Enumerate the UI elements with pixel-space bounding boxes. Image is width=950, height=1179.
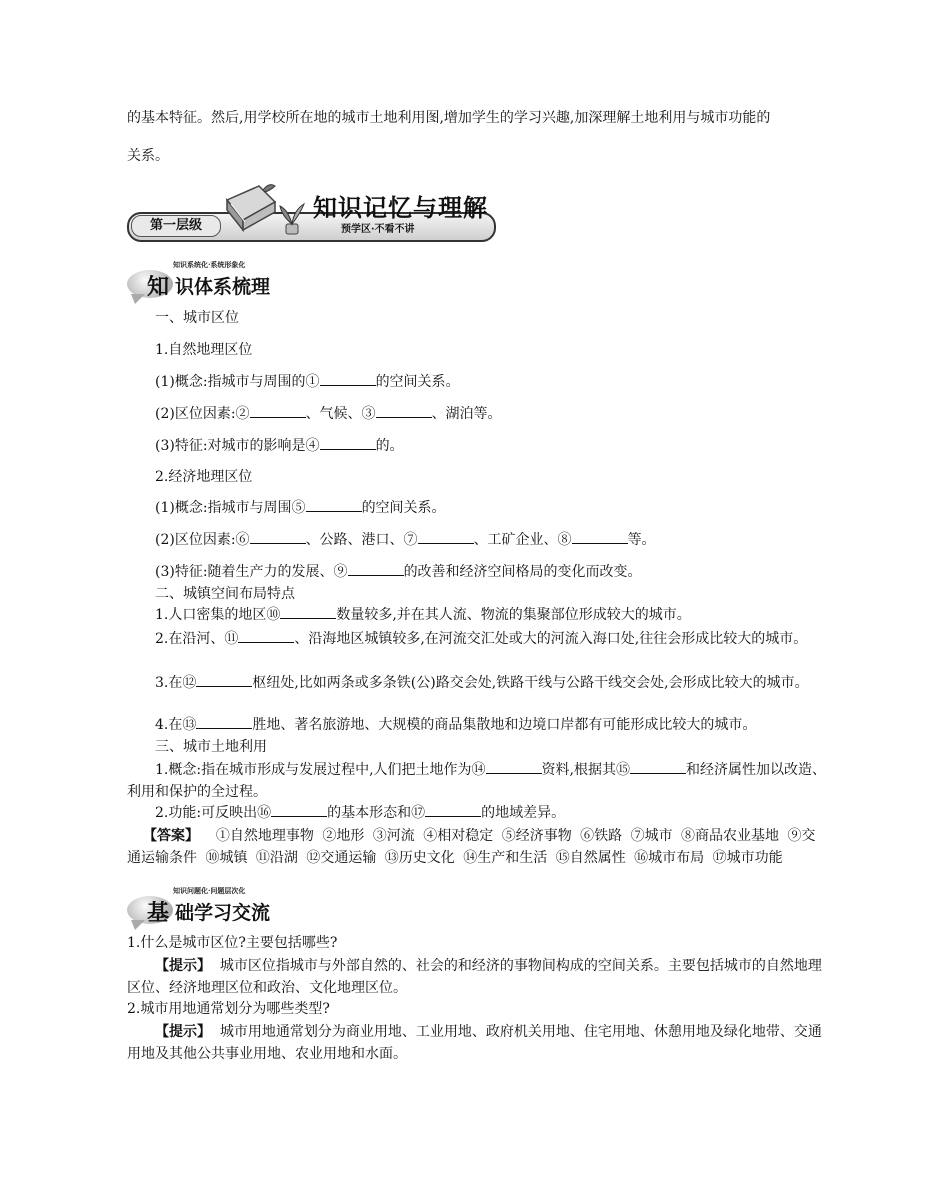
fill-blank xyxy=(320,372,376,386)
fill-blank xyxy=(320,436,376,450)
outline-item xyxy=(155,436,404,456)
text: 数量较多,并在其人流、物流的集聚部位形成较大的城市。 xyxy=(336,607,691,623)
text: 的。 xyxy=(375,438,404,454)
text: 的空间关系。 xyxy=(361,500,446,516)
text: 1.人口密集的地区⑩ xyxy=(155,607,281,623)
hint-1 xyxy=(127,955,827,999)
section-heading-knowledge-system xyxy=(127,260,377,302)
banner-level-label: 第一层级 xyxy=(131,215,221,237)
outline-item xyxy=(155,715,756,735)
fill-blank xyxy=(306,498,362,512)
text: 和经济属性加以改造、利用和保护的全过程。 xyxy=(127,762,826,800)
section-subtitle: 知识系统化·系统形象化 xyxy=(173,260,246,269)
outline-item xyxy=(155,498,446,518)
answer-tag: 【答案】 xyxy=(143,828,199,844)
text: (1)概念:指城市与周围的① xyxy=(155,374,320,390)
text: 2.在沿河、⑪ xyxy=(155,631,239,647)
outline-sub-1: 1.自然地理区位 xyxy=(155,342,253,358)
text: (2)区位因素:⑥ xyxy=(155,532,250,548)
outline-item xyxy=(155,372,460,392)
text: 的空间关系。 xyxy=(375,374,460,390)
hint-text: 城市区位指城市与外部自然的、社会的和经济的事物间构成的空间关系。主要包括城市的自然地理区位、经济地理区位和政治、文化地理区位。 xyxy=(127,958,822,996)
outline-paragraph xyxy=(127,628,827,650)
plant-icon xyxy=(277,198,307,236)
outline-item xyxy=(155,530,656,550)
text: 、气候、③ xyxy=(305,406,376,422)
outline-item xyxy=(155,404,502,424)
text: 、沿海地区城镇较多,在河流交汇处或大的河流入海口处,往往会形成比较大的城市。 xyxy=(294,631,808,647)
text: (3)特征:随着生产力的发展、⑨ xyxy=(155,564,348,580)
hint-tag: 【提示】 xyxy=(155,1024,211,1040)
banner-subtitle: 预学区·不看不讲 xyxy=(341,224,415,235)
outline-heading-3: 三、城市土地利用 xyxy=(155,739,267,755)
intro-line-2: 关系。 xyxy=(127,148,169,164)
outline-sub-2: 2.经济地理区位 xyxy=(155,469,253,485)
text: 1.概念:指在城市形成与发展过程中,人们把土地作为⑭ xyxy=(155,762,486,778)
text: 枢纽处,比如两条或多条铁(公)路交会处,铁路干线与公路干线交会处,会形成比较大的城市。 xyxy=(252,675,809,691)
fill-blank xyxy=(280,605,336,619)
section-subtitle: 知识问题化·问题层次化 xyxy=(173,886,246,895)
intro-line-1: 的基本特征。然后,用学校所在地的城市土地利用图,增加学生的学习兴趣,加深理解土地利用与城市功能的 xyxy=(127,110,771,126)
banner-title: 知识记忆与理解 xyxy=(313,194,488,222)
text: 的改善和经济空间格局的变化而改变。 xyxy=(403,564,642,580)
fill-blank xyxy=(376,404,432,418)
outline-heading-1: 一、城市区位 xyxy=(155,310,239,326)
section-first-char: 基 xyxy=(147,901,170,926)
text: 4.在⑬ xyxy=(155,717,197,733)
text: 胜地、著名旅游地、大规模的商品集散地和边境口岸都有可能形成比较大的城市。 xyxy=(252,717,757,733)
section-title: 识体系梳理 xyxy=(175,276,271,298)
book-icon xyxy=(219,180,279,236)
fill-blank xyxy=(196,715,252,729)
text: (1)概念:指城市与周围⑤ xyxy=(155,500,306,516)
outline-heading-2: 二、城镇空间布局特点 xyxy=(155,586,295,602)
fill-blank xyxy=(425,803,481,817)
level-banner xyxy=(127,178,497,248)
outline-item xyxy=(155,562,642,582)
fill-blank xyxy=(238,629,294,643)
text: 的基本形态和⑰ xyxy=(327,805,426,821)
fill-blank xyxy=(418,530,474,544)
text: (2)区位因素:② xyxy=(155,406,250,422)
text: 、公路、港口、⑦ xyxy=(305,532,418,548)
hint-text: 城市用地通常划分为商业用地、工业用地、政府机关用地、住宅用地、休憩用地及绿化地带、交通用地及其他公共事业用地、农业用地和水面。 xyxy=(127,1024,822,1062)
outline-item xyxy=(155,605,691,625)
text: (3)特征:对城市的影响是④ xyxy=(155,438,320,454)
fill-blank xyxy=(271,803,327,817)
outline-paragraph xyxy=(127,672,827,694)
hint-tag: 【提示】 xyxy=(155,958,211,974)
fill-blank xyxy=(250,404,306,418)
text: 、湖泊等。 xyxy=(431,406,502,422)
fill-blank xyxy=(250,530,306,544)
outline-paragraph xyxy=(127,759,827,803)
text: 等。 xyxy=(627,532,656,548)
text: 2.功能:可反映出⑯ xyxy=(155,805,272,821)
question-1: 1.什么是城市区位?主要包括哪些? xyxy=(127,935,338,951)
section-heading-basic-exchange xyxy=(127,886,377,928)
text: 3.在⑫ xyxy=(155,675,197,691)
text: 的地域差异。 xyxy=(481,805,566,821)
fill-blank xyxy=(630,760,686,774)
section-first-char: 知 xyxy=(147,275,170,300)
fill-blank xyxy=(486,760,542,774)
fill-blank xyxy=(572,530,628,544)
text: 、工矿企业、⑧ xyxy=(473,532,572,548)
hint-2 xyxy=(127,1021,827,1065)
question-2: 2.城市用地通常划分为哪些类型? xyxy=(127,1001,330,1017)
answer-block xyxy=(127,825,827,869)
answer-text: ①自然地理事物 ②地形 ③河流 ④相对稳定 ⑤经济事物 ⑥铁路 ⑦城市 ⑧商品农业基地 ⑨交通运输条件 ⑩城镇 ⑪沿湖 ⑫交通运输 ⑬历史文化 ⑭生产和生活 ⑮自然属性 ⑯城市布局 ⑰城市功能 xyxy=(127,828,816,866)
outline-item xyxy=(155,803,565,823)
fill-blank xyxy=(196,673,252,687)
fill-blank xyxy=(348,562,404,576)
text: 资料,根据其⑮ xyxy=(541,762,630,778)
section-title: 础学习交流 xyxy=(175,902,271,924)
